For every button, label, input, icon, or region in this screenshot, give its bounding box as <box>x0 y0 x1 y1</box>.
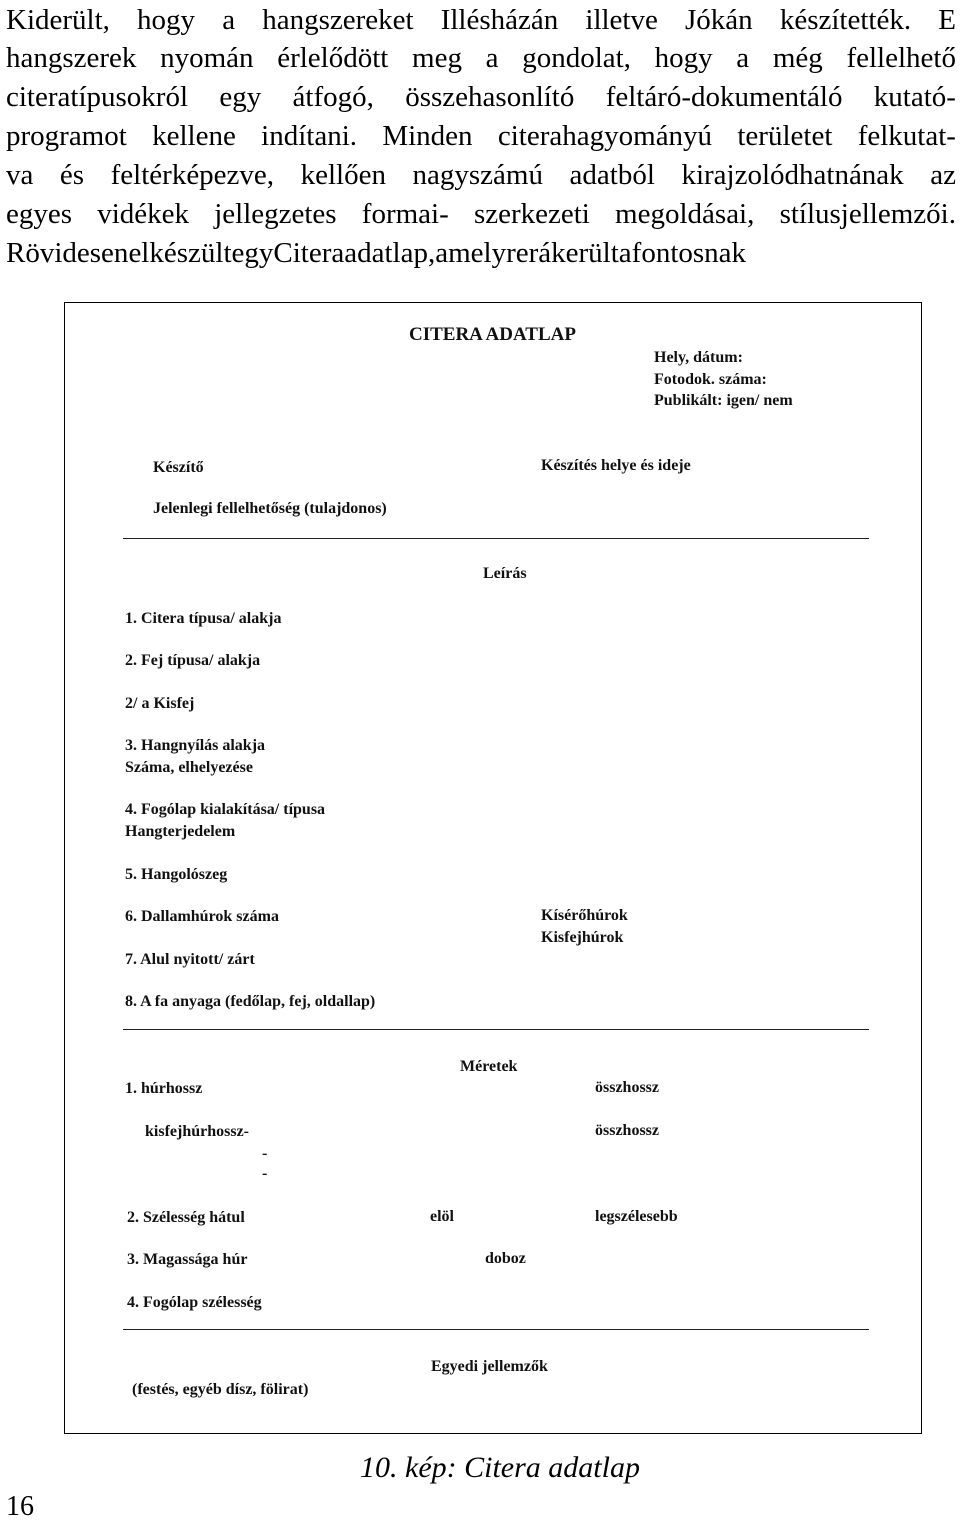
body-text-word: az <box>930 159 956 191</box>
body-text-word: hogy <box>137 4 196 36</box>
body-text-word: vidékek <box>97 198 190 230</box>
citera-adatlap-form <box>64 302 922 1434</box>
field-fogolap-szelesseg: 4. Fogólap szélesség <box>127 1294 262 1311</box>
body-text-line <box>6 77 956 117</box>
body-text-word: a <box>485 42 499 74</box>
body-text-word: Illésházán <box>440 4 559 36</box>
field-hurhossz: 1. húrhossz <box>125 1080 203 1097</box>
body-text-word: egy <box>219 81 262 113</box>
body-text-line <box>6 155 956 195</box>
field-egyedi-note: (festés, egyéb dísz, fölirat) <box>132 1381 309 1398</box>
body-text-word: amelyre <box>435 237 529 269</box>
field-fotodok-szama: Fotodok. száma: <box>654 371 767 388</box>
body-text-word: programot <box>6 120 127 152</box>
leiras-item: 4. Fogólap kialakítása/ típusa <box>125 801 326 818</box>
body-text-word: Minden <box>382 120 473 152</box>
section-heading-meretek: Méretek <box>460 1058 518 1075</box>
body-text-word: elkészült <box>128 237 232 269</box>
divider-rule <box>123 1329 869 1330</box>
body-text-word: a <box>222 4 236 36</box>
section-heading-leiras: Leírás <box>483 565 527 582</box>
body-text-word: összehasonlító <box>405 81 575 113</box>
body-text-line <box>6 116 956 156</box>
body-text-word: jellegzetes <box>214 198 337 230</box>
body-text-line <box>6 233 956 273</box>
leiras-item: 3. Hangnyílás alakja <box>125 737 266 754</box>
body-text-word: Jókán <box>685 4 753 36</box>
body-text-word: stílusjellemzői. <box>779 198 956 230</box>
body-text-word: egyes <box>6 198 73 230</box>
body-text-word: indítani. <box>261 120 358 152</box>
body-text-word: gondolat, <box>522 42 631 74</box>
body-text-word: nyomán <box>160 42 254 74</box>
section-heading-egyedi: Egyedi jellemzők <box>431 1358 548 1375</box>
body-text-line <box>6 194 956 234</box>
body-text-word: érlelődött <box>277 42 389 74</box>
field-publikalt: Publikált: igen/ nem <box>654 392 793 409</box>
leiras-item: Hangterjedelem <box>125 823 236 840</box>
dash-mark: - <box>262 1145 268 1162</box>
body-text-word: kirajzolódhatnának <box>681 159 904 191</box>
leiras-item: 2. Fej típusa/ alakja <box>125 652 261 669</box>
field-keszito: Készítő <box>153 459 204 476</box>
body-text-line <box>6 0 956 40</box>
body-text-word: citeratípusokról <box>6 81 189 113</box>
body-text-word: szerkezeti <box>473 198 590 230</box>
leiras-item: 8. A fa anyaga (fedőlap, fej, oldallap) <box>125 993 376 1010</box>
body-text-word: kutató- <box>873 81 956 113</box>
field-fellelhetoseg: Jelenlegi fellelhetőség (tulajdonos) <box>153 500 387 517</box>
figure-caption: 10. kép: Citera adatlap <box>360 1451 640 1484</box>
body-text-word: nagyszámú <box>412 159 543 191</box>
body-text-word: adatlap, <box>344 237 436 269</box>
body-text-word: a <box>618 237 632 269</box>
body-text-word: illetve <box>585 4 658 36</box>
page-number: 16 <box>6 1491 34 1522</box>
body-text-word: területet <box>737 120 833 152</box>
field-szelesseg-hatul: 2. Szélesség hátul <box>127 1209 245 1226</box>
leiras-item: 6. Dallamhúrok száma <box>125 908 279 925</box>
leiras-item: 2/ a Kisfej <box>125 695 195 712</box>
leiras-item: 7. Alul nyitott/ zárt <box>125 951 255 968</box>
field-elol: elöl <box>430 1208 454 1225</box>
form-title: CITERA ADATLAP <box>409 324 576 345</box>
body-text-word: Rövidesen <box>6 237 129 269</box>
field-keszites-helye: Készítés helye és ideje <box>541 457 691 474</box>
body-text-word: fellelhető <box>846 42 956 74</box>
field-kiserohurok: Kísérőhúrok <box>541 907 628 924</box>
body-text-word: E <box>938 4 956 36</box>
body-text-word: hogy <box>654 42 713 74</box>
body-text-word: hangszerek <box>6 42 137 74</box>
body-text-word: megoldásai, <box>615 198 755 230</box>
field-osszhossz: összhossz <box>595 1079 660 1096</box>
body-text-word: felkutat- <box>857 120 956 152</box>
body-text-word: még <box>772 42 823 74</box>
body-text-word: feltáró-dokumentáló <box>605 81 843 113</box>
leiras-item: 5. Hangolószeg <box>125 866 228 883</box>
body-text-word: hangszereket <box>262 4 414 36</box>
body-text-word: citerahagyományú <box>497 120 713 152</box>
body-text-word: kellene <box>152 120 236 152</box>
field-hely-datum: Hely, dátum: <box>654 349 743 366</box>
field-doboz: doboz <box>485 1250 526 1267</box>
body-text-word: rákerült <box>528 237 619 269</box>
field-kisfejhurhossz: kisfejhúrhossz- <box>145 1123 250 1140</box>
body-text-word: meg <box>412 42 462 74</box>
divider-rule <box>123 538 869 539</box>
field-kisfejhurok: Kisfejhúrok <box>541 929 624 946</box>
body-text-word: kellően <box>300 159 386 191</box>
field-osszhossz: összhossz <box>595 1122 660 1139</box>
body-text-word: formai- <box>361 198 449 230</box>
body-text-word: készítették. <box>779 4 912 36</box>
field-magassaga-hur: 3. Magassága húr <box>127 1251 248 1268</box>
divider-rule <box>123 1029 869 1030</box>
body-text-word: a <box>736 42 750 74</box>
body-text-word: va <box>6 159 34 191</box>
body-text-word: Kiderült, <box>6 4 110 36</box>
body-text-word: Citera <box>273 237 345 269</box>
body-text-word: átfogó, <box>292 81 374 113</box>
body-text-word: adatból <box>569 159 655 191</box>
body-text-word: fontosnak <box>631 237 747 269</box>
dash-mark: - <box>262 1165 268 1182</box>
field-legszelesebb: legszélesebb <box>595 1208 678 1225</box>
leiras-item: Száma, elhelyezése <box>125 759 253 776</box>
body-text-line <box>6 38 956 78</box>
body-text-word: feltérképezve, <box>110 159 275 191</box>
leiras-item: 1. Citera típusa/ alakja <box>125 610 282 627</box>
body-text-word: egy <box>231 237 274 269</box>
body-text-word: és <box>59 159 85 191</box>
